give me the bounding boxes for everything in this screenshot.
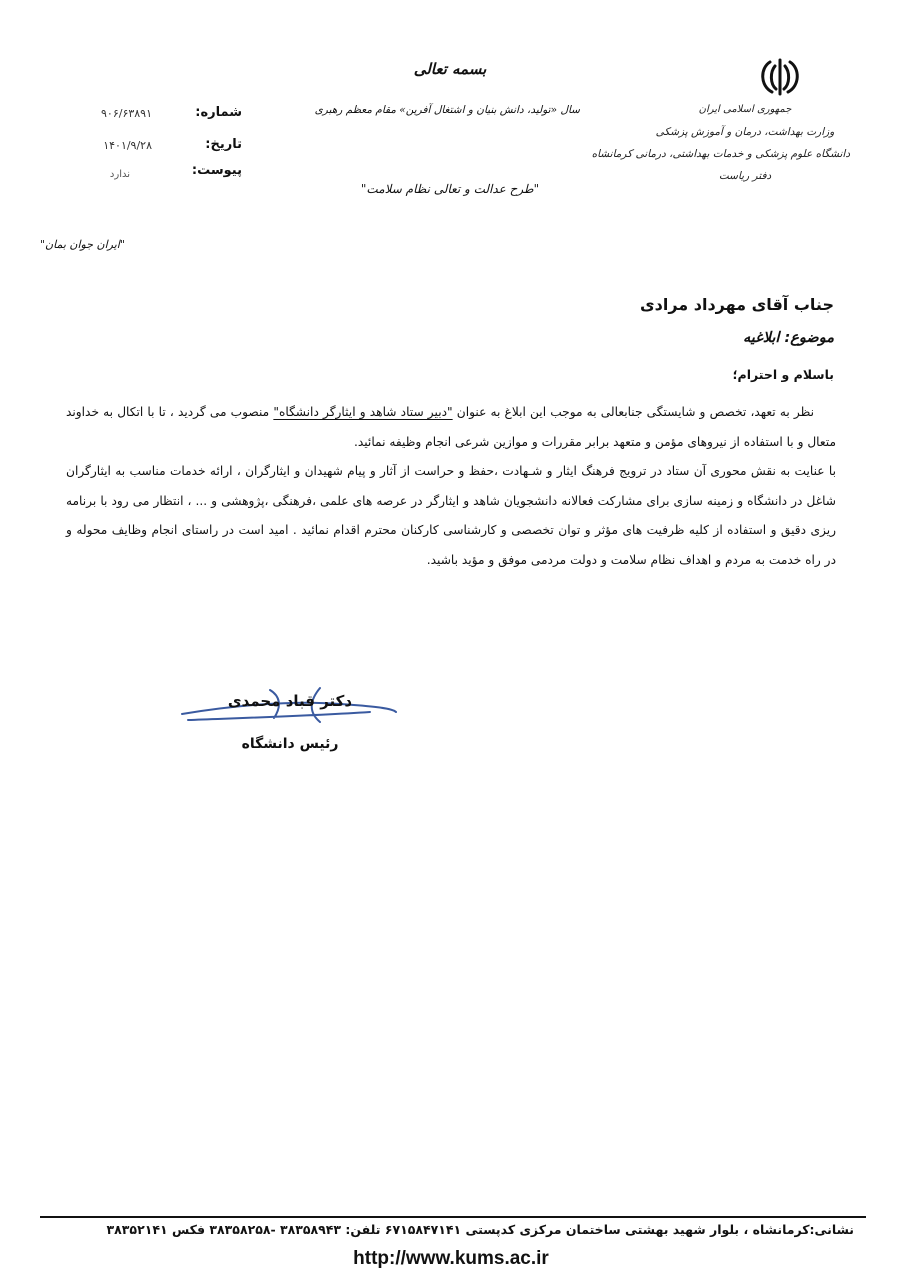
organization-header: [591, 99, 850, 187]
bismillah-heading: بسمه تعالی: [413, 60, 487, 78]
body-paragraph: با عنایت به نقش محوری آن ستاد در ترویج فرهنگ ایثار و شـهادت ،حفظ و حراست از آثار و پیام شهیدان و ایثارگران ، ارائه خدمات مناسب به ایثارگران شاغل در دانشگاه و زمینه سازی برای مشارکت فعالانه دانشجویان شاهد و ایثارگر در عرصه های علمی ،فرهنگی ،پژوهشی و ... ، انتظار می رود با برنامه ریزی دقیق و استفاده از کلیه ظرفیت های مؤثر و توان تخصصی و کارشناسی کارکنان محترم اقدام نمائید . امید است در راستای انجام وظایف محوله و در راه خدمت به مردم و اهداف نظام سلامت و دولت مردمی موفق و مؤید باشید.: [66, 464, 836, 567]
number-value: ۹۰۶/۶۳۸۹۱: [101, 107, 152, 120]
paragraph-text: منصوب می گردید ، تا با اتکال به خداوند متعال و با استفاده از نیروهای مؤمن و متعهد برابر مقررات و موازین شرعی انجام وظیفه نمائید.: [66, 405, 836, 449]
footer-divider: [40, 1216, 866, 1218]
footer-address: نشانی:کرمانشاه ، بلوار شهید بهشتی ساختمان مرکزی کدپستی ۶۷۱۵۸۴۷۱۴۱ تلفن: ۳۸۳۵۸۹۴۳ -۳۸۳۵۸۲۵۸ فکس ۳۸۳۵۲۱۴۱: [106, 1222, 854, 1237]
org-line: جمهوری اسلامی ایران: [698, 104, 792, 115]
appointment-title: "دبیر ستاد شاهد و ایثارگر دانشگاه": [273, 405, 453, 419]
org-line: دانشگاه علوم پزشکی و خدمات بهداشتی، درمانی کرمانشاه: [591, 148, 850, 160]
iran-emblem-icon: [754, 56, 806, 98]
attachment-value: ندارد: [109, 169, 130, 180]
subject-line: موضوع: ابلاغیه: [742, 330, 834, 346]
paragraph-text: نظر به تعهد، تخصص و شایستگی جنابعالی به موجب این ابلاغ به عنوان: [452, 405, 814, 419]
org-line: دفتر ریاست: [718, 170, 772, 182]
year-slogan: سال «تولید، دانش بنیان و اشتغال آفرین» مقام معظم رهبری: [314, 104, 580, 116]
date-label: تاریخ:: [205, 137, 242, 152]
body-paragraph: [66, 398, 836, 457]
greeting: باسلام و احترام؛: [732, 367, 834, 382]
addressee: جناب آقای مهرداد مرادی: [639, 295, 834, 314]
number-label: شماره:: [195, 105, 242, 120]
org-line: وزارت بهداشت، درمان و آموزش پزشکی: [655, 126, 835, 138]
signer-title: رئیس دانشگاه: [241, 736, 339, 752]
health-slogan: "طرح عدالت و تعالی نظام سلامت": [360, 182, 540, 196]
iran-slogan: "ایران جوان بمان": [40, 238, 125, 251]
date-value: ۱۴۰۱/۹/۲۸: [103, 139, 152, 152]
footer-website-link[interactable]: http://www.kums.ac.ir: [353, 1248, 549, 1269]
signer-name: دکتر قباد محمدی: [227, 692, 353, 710]
attachment-label: پیوست:: [191, 163, 242, 178]
letter-body: [66, 398, 836, 576]
